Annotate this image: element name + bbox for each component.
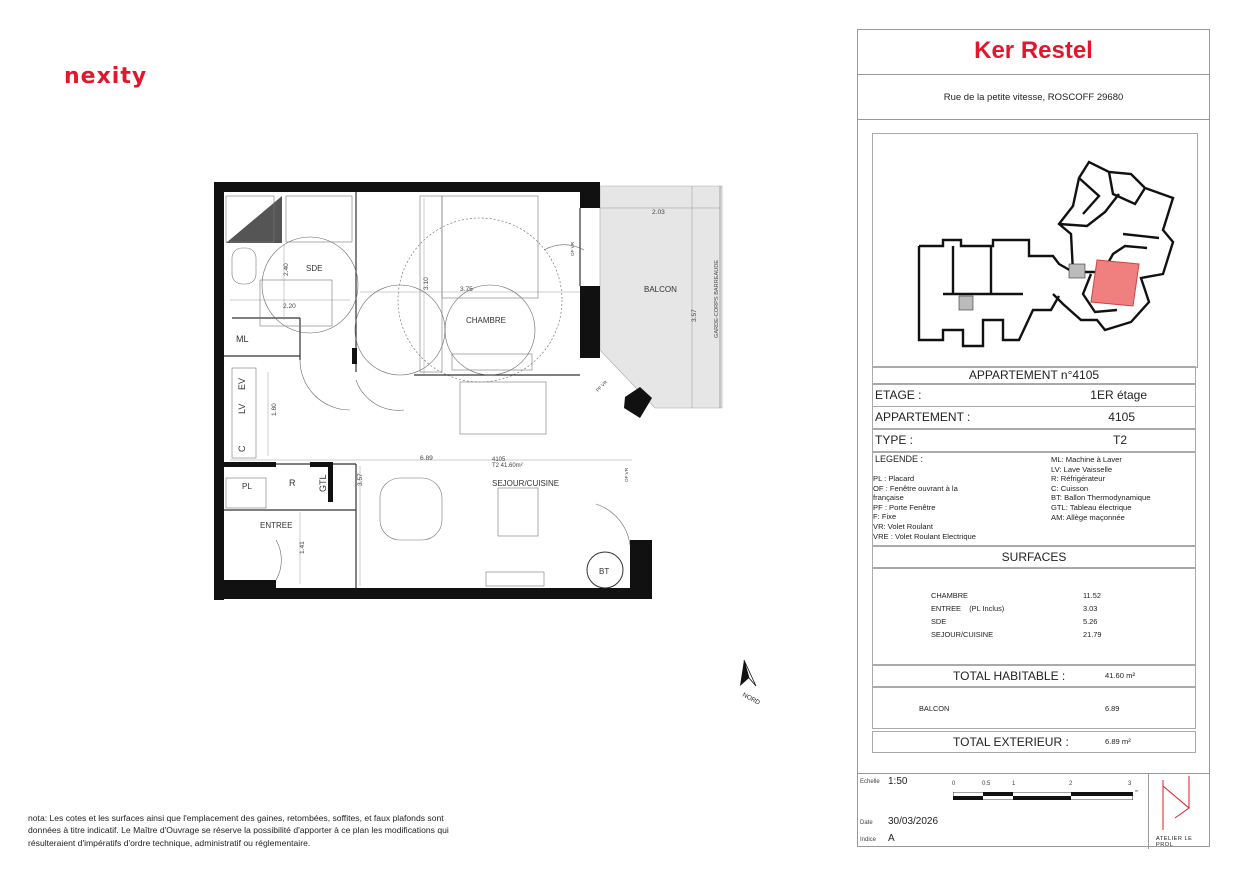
type-label: TYPE :: [875, 433, 914, 447]
legend: [872, 452, 1196, 546]
legend-item: OF : Fenêtre ouvrant à la: [873, 483, 958, 493]
dim-balcon-depth: 3.57: [691, 309, 698, 322]
dim-kitchen-depth: 1.80: [271, 403, 278, 416]
balcony-rail-label: GARDE-CORPS BARREAUDE: [714, 259, 720, 338]
room-label-pl: PL: [242, 482, 252, 491]
legend-item: VRE : Volet Roulant Electrique: [873, 531, 976, 541]
room-label-ml: ML: [236, 334, 249, 344]
dim-sde-depth: 2.40: [283, 263, 290, 276]
total-habitable: [872, 665, 1196, 687]
north-arrow-icon: [740, 660, 761, 707]
legend-item: AM: Allège maçonnée: [1051, 512, 1125, 522]
echelle-value: 1:50: [888, 776, 908, 787]
scale-tick: 0.5: [982, 781, 991, 787]
project-address: Rue de la petite vitesse, ROSCOFF 29680: [858, 74, 1209, 120]
legend-item: BT: Ballon Thermodynamique: [1051, 493, 1151, 503]
etage-value: 1ER étage: [1090, 388, 1147, 402]
apartment-highlight: [1091, 260, 1139, 306]
balcon-value: 6.89: [1105, 704, 1120, 713]
note-line-1: nota: Les cotes et les surfaces ainsi que l'emplacement des gaines, retombées, soffites, et faux plafonds sont: [28, 813, 444, 823]
legend-item: PF : Porte Fenêtre: [873, 502, 936, 512]
legend-left: [873, 474, 976, 541]
dim-sejour-width: 6.89: [420, 455, 433, 462]
total-habitable-label: TOTAL HABITABLE :: [953, 669, 1066, 683]
legend-item: française: [873, 493, 904, 503]
dim-chambre-depth: 3.10: [423, 277, 430, 290]
date-label: Date: [860, 820, 873, 826]
scale-tick: 3: [1128, 781, 1132, 787]
legend-item: ML: Machine à Laver: [1051, 455, 1122, 464]
svg-text:NORD: NORD: [741, 691, 761, 707]
date-value: 30/03/2026: [888, 816, 939, 827]
scale-unit: m: [1135, 788, 1139, 793]
legend-item: C: Cuisson: [1051, 483, 1089, 493]
row-appartement: [872, 406, 1196, 429]
balcon-label: BALCON: [919, 704, 950, 713]
room-label-chambre: CHAMBRE: [466, 316, 507, 325]
room-label-sejour: SEJOUR/CUISINE: [492, 479, 560, 488]
room-label-entree: ENTREE: [260, 521, 293, 530]
unit-label: 4105: [492, 457, 506, 463]
scale-tick: 0: [952, 781, 956, 787]
legend-item: PL : Placard: [873, 474, 915, 483]
window-tag-chambre: OF VR: [570, 241, 575, 256]
room-label-ev: EV: [237, 377, 247, 390]
legend-item: VR: Volet Roulant: [873, 521, 933, 531]
dim-entree-depth: 1.41: [299, 541, 306, 554]
type-value: T2: [1112, 433, 1127, 447]
row-etage: [872, 384, 1196, 407]
site-plan-thumbnail: [872, 133, 1198, 368]
window-tag-sejour: OF VR: [624, 467, 629, 482]
room-label-r: R: [289, 478, 296, 488]
total-habitable-value: 41.60 m²: [1105, 671, 1135, 680]
balcony-area: [600, 186, 722, 408]
room-label-bt: BT: [599, 567, 610, 576]
room-label-lv: LV: [237, 403, 247, 414]
indice-label: Indice: [860, 837, 877, 843]
title-block: [857, 29, 1210, 847]
note-line-3: résulteraient d'impératifs d'ordre technique, administratif ou réglementaire.: [28, 837, 311, 848]
note-line-2: données à titre indicatif. Le Maître d'Ouvrage se réserve la possibilité d'apporter à ce plan les modifications qui: [28, 825, 449, 836]
surfaces-heading: SURFACES: [872, 546, 1196, 568]
legend-item: GTL: Tableau électrique: [1051, 502, 1132, 512]
disclaimer-note: [28, 812, 528, 849]
total-exterieur-label: TOTAL EXTERIEUR :: [953, 735, 1069, 749]
dim-chambre-width: 3.75: [460, 286, 473, 293]
legend-item: LV: Lave Vaisselle: [1051, 464, 1113, 474]
room-label-gtl: GTL: [318, 474, 328, 492]
nexity-logo: nexity: [64, 64, 148, 89]
legend-title: LEGENDE :: [875, 454, 924, 464]
apartment-heading: APPARTEMENT n°4105: [872, 366, 1196, 384]
scale-tick: 1: [1012, 781, 1016, 787]
total-exterieur: [872, 731, 1196, 753]
row-type: [872, 429, 1196, 452]
surfaces-table: CHAMBRE 11.52 ENTREE (PL Inclus) 3.03 SDE 5.26 SEJOUR/CUISINE 21.79: [872, 568, 1196, 665]
appartement-label: APPARTEMENT :: [875, 410, 971, 424]
room-label-sde: SDE: [306, 264, 323, 273]
window-tag-balcon: PF VR: [595, 379, 609, 393]
room-label-c: C: [237, 445, 247, 452]
scale-tick: 2: [1069, 781, 1073, 787]
legend-item: R: Réfrigérateur: [1051, 474, 1106, 484]
architect-name: ATELIER LE PROL: [1156, 836, 1193, 848]
dim-sejour-depth: 3.57: [357, 473, 364, 486]
dim-sde-width: 2.20: [283, 303, 296, 310]
outer-walls: [214, 182, 652, 600]
footer-block: [858, 773, 1209, 849]
etage-label: ETAGE :: [875, 388, 922, 402]
total-exterieur-value: 6.89 m²: [1105, 737, 1131, 746]
project-title: Ker Restel: [858, 30, 1209, 75]
appartement-value: 4105: [1108, 410, 1135, 424]
unit-area: T2 41.60m²: [492, 463, 523, 469]
balcon-row: [872, 687, 1196, 729]
room-label-balcon: BALCON: [644, 285, 677, 294]
echelle-label: Echelle: [860, 779, 880, 785]
indice-value: A: [888, 833, 895, 844]
legend-right: [1051, 455, 1150, 522]
dim-balcon-width: 2.03: [652, 209, 665, 216]
legend-item: F: Fixe: [873, 512, 897, 522]
